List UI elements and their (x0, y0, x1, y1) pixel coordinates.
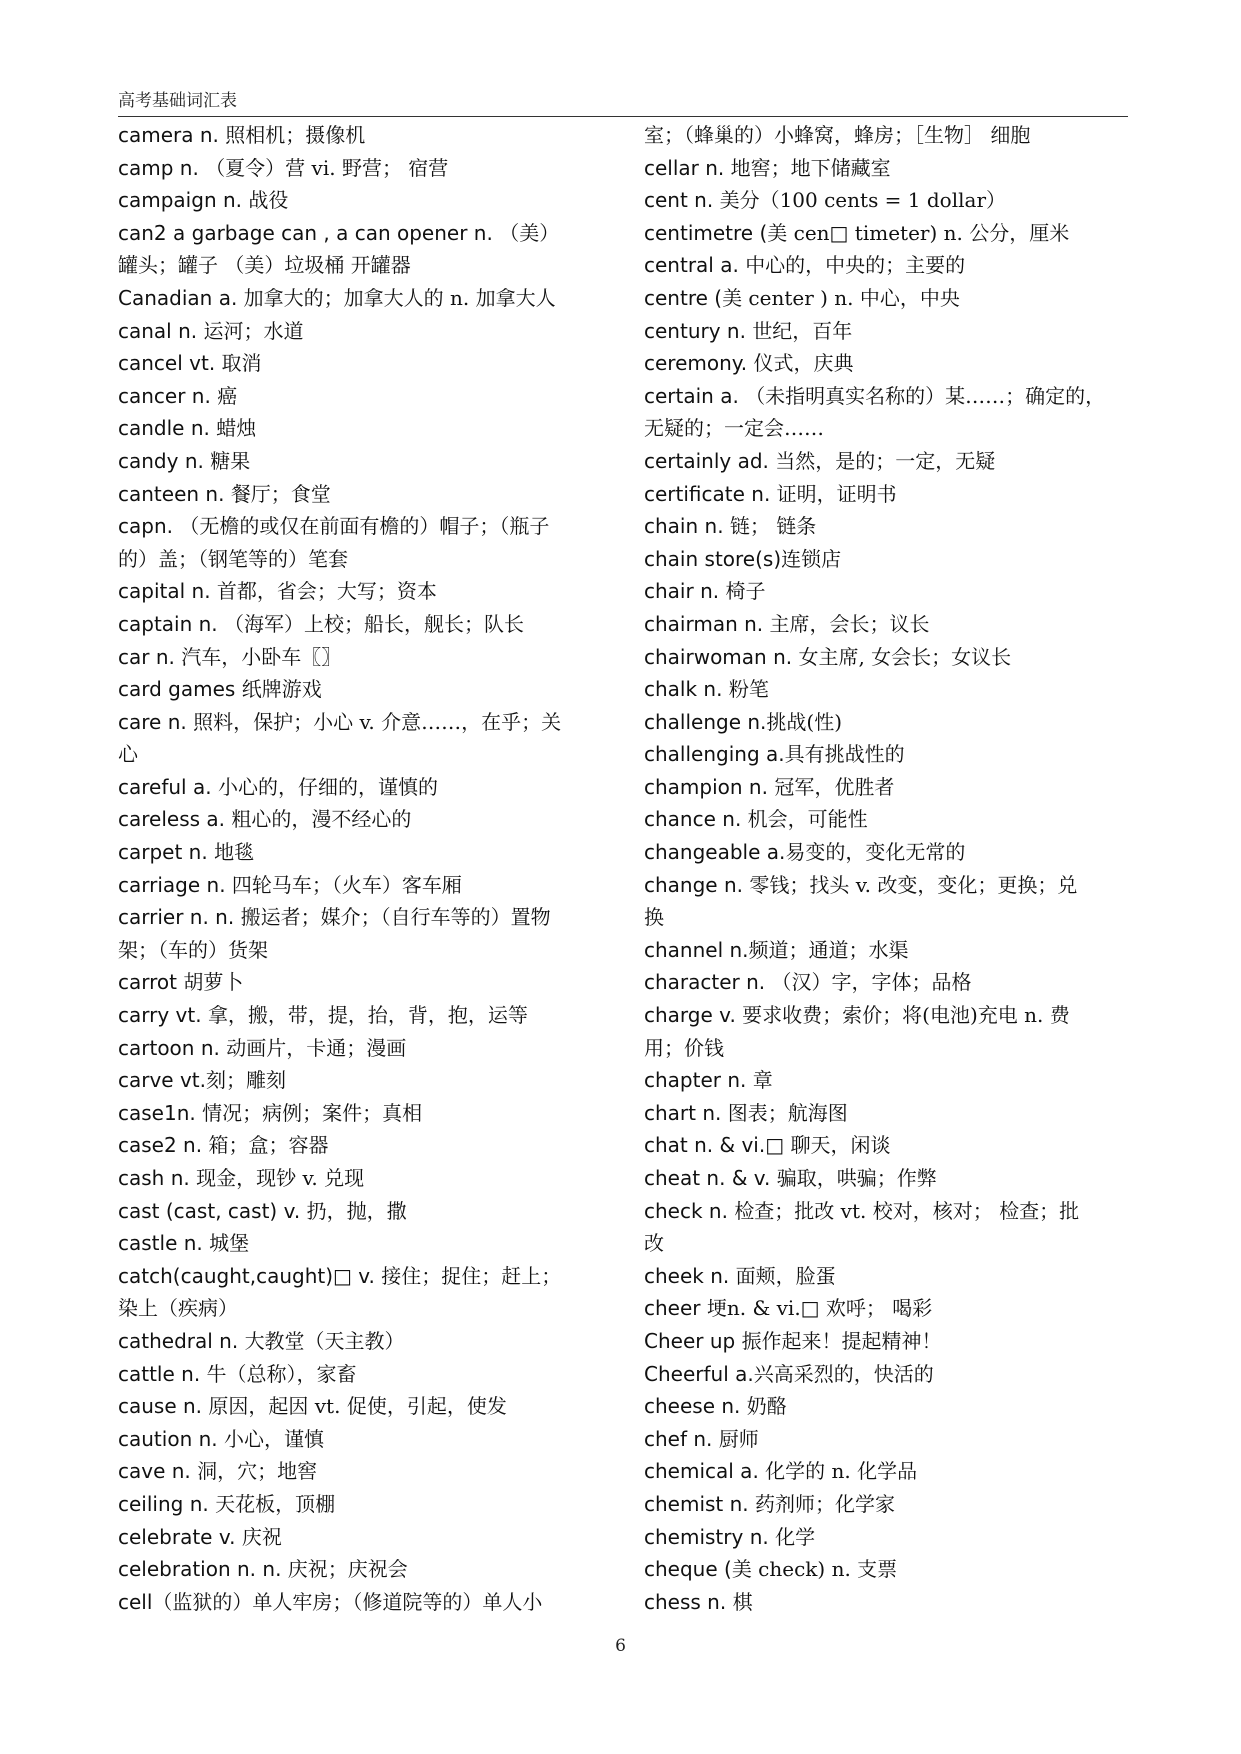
vocab-line (118, 1227, 613, 1260)
vocab-definition: 换 (644, 905, 664, 930)
vocab-word: catch(caught,caught)□ v. (118, 1263, 382, 1288)
vocab-word: cash n. (118, 1166, 197, 1190)
vocab-line (118, 1423, 613, 1456)
vocab-word: charge v. (644, 1003, 743, 1028)
vocab-line (118, 608, 613, 641)
vocab-line (644, 869, 1131, 902)
vocab-definition: 化学的 n. 化学品 (765, 1459, 918, 1484)
vocab-line (644, 575, 1131, 608)
vocab-word: certificate n. (644, 481, 777, 506)
vocab-line (118, 1292, 613, 1325)
vocab-definition: 餐厅；食堂 (230, 481, 331, 506)
vocab-definition: 机会，可能性 (747, 807, 868, 832)
vocab-word: castle n. (118, 1231, 210, 1256)
vocab-word: chance n. (644, 807, 748, 832)
vocab-definition: 染上（疾病） (118, 1296, 238, 1321)
vocab-line (118, 510, 613, 543)
vocab-word: channel n. (644, 937, 749, 962)
vocab-word: cheer (644, 1296, 707, 1321)
vocab-word: central a. (644, 253, 746, 278)
vocab-word: chat n. & vi.□ (644, 1133, 791, 1158)
vocab-word: cellar n. (644, 155, 731, 180)
vocab-definition: 改 (644, 1231, 664, 1256)
vocab-line (644, 966, 1131, 999)
vocab-word: cartoon n. (118, 1035, 227, 1060)
vocab-definition: 厨师 (718, 1426, 759, 1451)
vocab-line (118, 836, 613, 869)
vocab-line (118, 803, 613, 836)
left-column (118, 119, 613, 1618)
vocab-word: Cheerful a. (644, 1361, 754, 1386)
vocab-line (644, 1455, 1131, 1488)
vocab-word: chalk n. (644, 677, 729, 702)
vocab-definition: 的）盖；（钢笔等的）笔套 (118, 546, 348, 571)
vocab-word: carry vt. (118, 1003, 208, 1028)
vocab-word: careful a. (118, 774, 218, 799)
vocab-word: cheese n. (644, 1394, 747, 1419)
vocab-line (118, 347, 613, 380)
vocab-definition: 化学 (775, 1524, 816, 1549)
vocab-definition: 室；（蜂巢的）小蜂窝，蜂房；［生物］ 细胞 (644, 123, 1031, 147)
vocab-line (644, 1162, 1131, 1195)
vocab-definition: （海军）上校；船长，舰长；队长 (224, 611, 525, 636)
vocab-definition: 证明，证明书 (776, 481, 897, 506)
vocab-definition: 女主席, 女会长；女议长 (798, 644, 1012, 669)
vocab-definition: 美 check) n. 支票 (731, 1557, 898, 1582)
vocab-word: candle n. (118, 416, 217, 441)
vocab-line (118, 543, 613, 576)
vocab-definition: 零钱；找头 v. 改变，变化；更换；兑 (749, 872, 1078, 897)
vocab-line (644, 738, 1131, 771)
vocab-definition: 奶酪 (746, 1394, 787, 1419)
vocab-definition: 振作起来！提起精神！ (741, 1328, 942, 1353)
vocab-word: cheat n. & v. (644, 1166, 777, 1190)
vocab-definition: 药剂师；化学家 (755, 1491, 896, 1516)
vocab-definition: 蜡烛 (216, 416, 257, 441)
vocab-line (118, 1358, 613, 1391)
vocab-line (644, 771, 1131, 804)
vocab-word: Cheer up (644, 1328, 742, 1353)
vocab-line (118, 380, 613, 413)
vocab-line (644, 1097, 1131, 1130)
vocab-line (644, 999, 1131, 1032)
vocab-word: celebrate v. (118, 1524, 242, 1549)
vocab-definition: 挑战(性) (766, 709, 843, 734)
vocab-line (118, 1586, 613, 1619)
vocab-line (118, 575, 613, 608)
vocab-word: carve vt. (118, 1068, 207, 1093)
vocab-line (118, 934, 613, 967)
vocab-definition: 天花板，顶棚 (215, 1491, 336, 1516)
vocab-definition: 架；（车的）货架 (118, 937, 268, 962)
vocab-word: case2 n. (118, 1133, 209, 1158)
vocab-word: cell (118, 1589, 153, 1614)
vocab-word: cent n. (644, 188, 720, 213)
vocab-line (644, 1488, 1131, 1521)
vocab-definition: 战役 (248, 188, 289, 213)
vocab-word: captain n. (118, 611, 225, 636)
vocab-word: chess n. (644, 1589, 733, 1614)
vocab-word: case1n. (118, 1100, 203, 1125)
vocab-definition: 面颊，脸蛋 (735, 1263, 836, 1288)
vocab-word: chain n. (644, 514, 730, 539)
vocab-word: chef n. (644, 1426, 719, 1451)
vocab-word: century n. (644, 318, 753, 343)
vocab-line (644, 1195, 1131, 1228)
vocab-word: camp n. (118, 155, 206, 180)
vocab-line (644, 803, 1131, 836)
vocab-definition: 拿，搬，带，提，抬，背，抱，运等 (207, 1003, 528, 1028)
vocab-word: carpet n. (118, 840, 215, 865)
vocab-line (644, 217, 1131, 250)
vocab-line (644, 412, 1131, 445)
vocab-definition: 小心的，仔细的，谨慎的 (217, 774, 438, 799)
vocab-definition: 心 (118, 742, 138, 767)
vocab-line (644, 1064, 1131, 1097)
vocab-line (644, 934, 1131, 967)
page-number: 6 (615, 1636, 626, 1656)
vocab-word: capn. (118, 514, 180, 539)
vocab-definition: 粗心的，漫不经心的 (231, 807, 412, 832)
vocab-definition: 糖果 (210, 448, 251, 473)
vocab-word: centimetre ( (644, 220, 768, 245)
vocab-definition: （汉）字，字体；品格 (771, 970, 972, 995)
right-column (644, 119, 1131, 1618)
vocab-definition: （夏令）营 vi. 野营； 宿营 (205, 155, 449, 180)
vocab-word: champion n. (644, 774, 775, 799)
vocab-line (644, 445, 1131, 478)
vocab-line (644, 184, 1131, 217)
vocab-definition: 小心，谨慎 (224, 1426, 324, 1451)
vocab-line (644, 543, 1131, 576)
vocab-definition: 美分（100 cents = 1 dollar） (719, 188, 1007, 213)
vocab-line (644, 152, 1131, 185)
vocab-definition: 首都，省会；大写；资本 (216, 579, 437, 604)
vocab-line (644, 706, 1131, 739)
vocab-word: cave n. (118, 1459, 198, 1484)
vocab-definition: 照相机；摄像机 (225, 123, 366, 147)
vocab-line (118, 1488, 613, 1521)
vocab-line (644, 249, 1131, 282)
vocab-line (118, 1260, 613, 1293)
vocab-word: cathedral n. (118, 1328, 245, 1353)
vocab-word: cast (cast, cast) v. (118, 1198, 307, 1223)
vocab-word: cheek n. (644, 1263, 736, 1288)
vocab-definition: 情况；病例；案件；真相 (202, 1100, 423, 1125)
vocab-word: centre ( (644, 285, 723, 310)
vocab-word: carrot (118, 970, 184, 995)
vocab-line (118, 152, 613, 185)
vocab-line (644, 478, 1131, 511)
vocab-definition: 城堡 (209, 1231, 250, 1256)
vocab-line (118, 478, 613, 511)
vocab-definition: 洞，穴；地窖 (197, 1459, 318, 1484)
vocab-definition: 链； 链条 (729, 514, 817, 539)
vocab-definition: 胡萝卜 (183, 970, 244, 995)
vocab-definition: （美） (499, 220, 560, 245)
vocab-definition: 罐头；罐子 （美）垃圾桶 开罐器 (118, 253, 411, 278)
vocab-word: challenge n. (644, 709, 767, 734)
vocab-definition: 无疑的；一定会…… (644, 416, 824, 441)
vocab-word: certain a. (644, 383, 746, 408)
vocab-definition: 接住；捉住；赶上； (381, 1263, 562, 1288)
vocab-definition: 纸牌游戏 (241, 677, 322, 702)
vocab-definition: 癌 (217, 383, 238, 408)
vocab-definition: 搬运者；媒介；（自行车等的）置物 (240, 905, 551, 930)
vocab-definition: 频道；通道；水渠 (748, 937, 909, 962)
vocab-definition: 具有挑战性的 (784, 742, 905, 767)
vocab-definition: 中心的，中央的；主要的 (745, 253, 966, 278)
vocab-word: candy n. (118, 448, 211, 473)
vocab-line (118, 1553, 613, 1586)
vocab-definition: 现金，现钞 v. 兑现 (196, 1166, 365, 1190)
vocab-definition: 地毯 (214, 840, 255, 865)
vocab-line (118, 999, 613, 1032)
vocab-definition: 照料，保护；小心 v. 介意……，在乎；关 (193, 709, 562, 734)
vocab-definition: 美 cen□ timeter) n. 公分，厘米 (767, 220, 1070, 245)
vocab-word: celebration n. n. (118, 1557, 288, 1582)
vocab-line (118, 1390, 613, 1423)
vocab-definition: 取消 (221, 351, 262, 376)
vocab-definition: 仪式，庆典 (753, 351, 854, 376)
vocab-line (644, 119, 1131, 152)
vocab-word: cause n. (118, 1394, 209, 1419)
vocab-line (118, 282, 613, 315)
vocab-definition: 美 center ) n. 中心，中央 (722, 285, 960, 310)
vocab-line (118, 1455, 613, 1488)
vocab-word: car n. (118, 644, 182, 669)
vocab-definition: 棋 (732, 1589, 753, 1614)
vocab-line (118, 315, 613, 348)
vocab-definition: 四轮马车；（火车）客车厢 (231, 872, 462, 897)
vocab-line (644, 1390, 1131, 1423)
vocab-word: cattle n. (118, 1361, 207, 1386)
vocab-definition: 刻；雕刻 (206, 1068, 287, 1093)
vocab-word: cheque ( (644, 1557, 732, 1582)
vocab-word: chemical a. (644, 1459, 766, 1484)
vocab-line (644, 1292, 1131, 1325)
vocab-definition: 粉笔 (728, 677, 769, 702)
vocab-word: carrier n. n. (118, 905, 241, 930)
vocab-definition: 世纪，百年 (752, 318, 853, 343)
vocab-line (118, 249, 613, 282)
vocab-line (644, 315, 1131, 348)
vocab-definition: 大教堂（天主教） (244, 1328, 405, 1353)
vocab-word: canal n. (118, 318, 204, 343)
vocab-word: Canadian a. (118, 285, 244, 310)
vocab-line (118, 738, 613, 771)
vocab-line (118, 1032, 613, 1065)
vocab-word: chair n. (644, 579, 726, 604)
vocab-line (118, 641, 613, 674)
vocab-line (644, 282, 1131, 315)
vocab-line (118, 445, 613, 478)
vocab-definition: 当然，是的；一定，无疑 (775, 448, 996, 473)
vocab-definition: （监狱的）单人牢房；（修道院等的）单人小 (152, 1589, 543, 1614)
vocab-line (644, 1358, 1131, 1391)
vocab-line (118, 1064, 613, 1097)
vocab-word: chemist n. (644, 1491, 756, 1516)
vocab-definition: 扔，抛，撒 (306, 1198, 407, 1223)
vocab-definition: 牛（总称），家畜 (206, 1361, 357, 1386)
vocab-word: chain store(s) (644, 546, 782, 571)
vocab-line (644, 1521, 1131, 1554)
vocab-word: caution n. (118, 1426, 224, 1451)
vocab-line (644, 1129, 1131, 1162)
vocab-definition: 运河；水道 (203, 318, 304, 343)
vocab-word: chart n. (644, 1100, 728, 1125)
vocab-line (118, 706, 613, 739)
vocab-definition: 易变的，变化无常的 (785, 840, 966, 865)
vocab-line (118, 673, 613, 706)
vocab-word: character n. (644, 970, 772, 995)
vocab-line (118, 901, 613, 934)
vocab-line (644, 1553, 1131, 1586)
vocab-word: capital n. (118, 579, 217, 604)
vocab-word: chemistry n. (644, 1524, 776, 1549)
vocab-line (644, 347, 1131, 380)
vocab-definition: 骗取，哄骗；作弊 (776, 1166, 937, 1190)
vocab-word: chairwoman n. (644, 644, 799, 669)
vocab-word: chapter n. (644, 1068, 753, 1093)
vocab-definition: 箱；盒；容器 (208, 1133, 329, 1158)
vocab-line (644, 380, 1131, 413)
vocab-line (644, 673, 1131, 706)
vocab-word: challenging a. (644, 742, 785, 767)
vocab-line (118, 1195, 613, 1228)
vocab-line (644, 608, 1131, 641)
vocab-definition: 要求收费；索价；将(电池)充电 n. 费 (742, 1003, 1070, 1028)
vocab-word: care n. (118, 709, 194, 734)
vocab-word: can2 a garbage can , a can opener n. (118, 220, 500, 245)
vocab-word: campaign n. (118, 188, 249, 213)
page-header (118, 86, 1128, 117)
vocab-definition: 椅子 (725, 579, 766, 604)
vocab-definition: 用；价钱 (644, 1035, 724, 1060)
vocab-word: changeable a. (644, 840, 786, 865)
vocab-definition: 兴高采烈的，快活的 (753, 1361, 934, 1386)
vocab-word: ceiling n. (118, 1491, 216, 1516)
vocab-definition: （无檐的或仅在前面有檐的）帽子；（瓶子 (179, 514, 550, 539)
vocab-line (644, 1260, 1131, 1293)
vocab-line (644, 1325, 1131, 1358)
vocab-line (644, 1423, 1131, 1456)
vocab-definition: 原因，起因 vt. 促使，引起，使发 (208, 1394, 507, 1419)
vocab-line (644, 1227, 1131, 1260)
vocab-word: canteen n. (118, 481, 231, 506)
vocab-line (118, 184, 613, 217)
vocab-definition: 聊天，闲谈 (790, 1133, 891, 1158)
vocab-definition: （未指明真实名称的）某……；确定的， (745, 383, 1106, 408)
vocab-word: check n. (644, 1198, 735, 1223)
vocab-line (118, 1097, 613, 1130)
vocab-line (644, 836, 1131, 869)
vocab-definition: 章 (752, 1068, 773, 1093)
vocab-line (118, 1129, 613, 1162)
vocab-definition: 加拿大的；加拿大人的 n. 加拿大人 (243, 285, 556, 310)
vocab-definition: 埂n. & vi.□ 欢呼； 喝彩 (706, 1296, 933, 1321)
vocab-line (644, 1032, 1131, 1065)
vocab-line (118, 1521, 613, 1554)
vocab-line (118, 1325, 613, 1358)
vocab-definition: 动画片，卡通；漫画 (226, 1035, 407, 1060)
vocab-definition: 检查；批改 vt. 校对，核对； 检查；批 (734, 1198, 1080, 1223)
vocab-line (644, 1586, 1131, 1619)
vocab-line (118, 966, 613, 999)
vocab-line (644, 510, 1131, 543)
vocab-definition: 连锁店 (781, 546, 842, 571)
vocab-word: change n. (644, 872, 750, 897)
vocab-definition: 汽车，小卧车〖〗 (181, 644, 342, 669)
vocab-word: carriage n. (118, 872, 232, 897)
vocab-line (118, 412, 613, 445)
vocab-line (644, 901, 1131, 934)
header-title: 高考基础词汇表 (118, 91, 237, 111)
vocab-word: careless a. (118, 807, 232, 832)
vocab-line (118, 217, 613, 250)
vocab-line (118, 869, 613, 902)
vocab-word: cancel vt. (118, 351, 222, 376)
vocab-word: ceremony. (644, 351, 754, 376)
vocab-word: chairman n. (644, 611, 770, 636)
vocab-definition: 庆祝 (241, 1524, 282, 1549)
vocab-line (118, 1162, 613, 1195)
vocab-definition: 地窖；地下储藏室 (730, 155, 891, 180)
vocab-word: card games (118, 677, 242, 702)
vocab-definition: 庆祝；庆祝会 (287, 1557, 408, 1582)
vocab-line (118, 771, 613, 804)
vocab-word: cancer n. (118, 383, 218, 408)
vocab-word: camera n. (118, 123, 226, 147)
vocab-line (644, 641, 1131, 674)
vocab-line (118, 119, 613, 152)
vocab-word: certainly ad. (644, 448, 776, 473)
vocab-definition: 主席，会长；议长 (769, 611, 930, 636)
vocab-definition: 冠军，优胜者 (774, 774, 895, 799)
vocab-definition: 图表；航海图 (727, 1100, 848, 1125)
